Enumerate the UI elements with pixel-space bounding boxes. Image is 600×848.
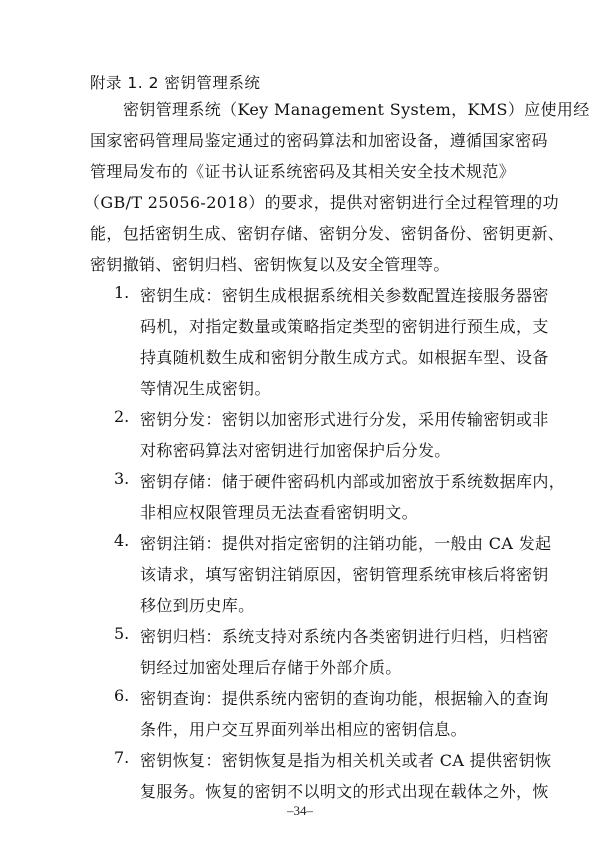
list-item-line: 密钥存储：储于硬件密码机内部或加密放于系统数据库内， xyxy=(140,472,566,491)
list-item-line: 复服务。恢复的密钥不以明文的形式出现在载体之外，恢 xyxy=(140,782,549,801)
list-item-line: 等情况生成密钥。 xyxy=(140,379,271,398)
list-item-line: 密钥注销：提供对指定密钥的注销功能，一般由 CA 发起 xyxy=(140,534,552,553)
list-item-line: 对称密码算法对密钥进行加密保护后分发。 xyxy=(140,441,451,460)
intro-line: 密钥管理系统（Key Management System，KMS）应使用经 xyxy=(123,100,590,119)
list-item-line: 非相应权限管理员无法查看密钥明文。 xyxy=(140,503,418,522)
list-item-line: 持真随机数生成和密钥分散生成方式。如根据车型、设备 xyxy=(140,348,549,367)
list-item-line: 密钥恢复：密钥恢复是指为相关机关或者 CA 提供密钥恢 xyxy=(140,751,552,770)
list-item-line: 该请求，填写密钥注销原因，密钥管理系统审核后将密钥 xyxy=(140,565,549,584)
list-item-number: 7. xyxy=(114,748,130,767)
list-item-line: 钥经过加密处理后存储于外部介质。 xyxy=(140,658,402,677)
list-item-line: 密钥分发：密钥以加密形式进行分发，采用传输密钥或非 xyxy=(140,410,549,429)
section-heading: 附录 1. 2 密钥管理系统 xyxy=(90,74,261,92)
list-item-line: 密钥查询：提供系统内密钥的查询功能，根据输入的查询 xyxy=(140,689,549,708)
list-item-line: 密钥归档：系统支持对系统内各类密钥进行归档，归档密 xyxy=(140,627,549,646)
list-item-number: 4. xyxy=(114,531,130,550)
list-item-line: 码机，对指定数量或策略指定类型的密钥进行预生成，支 xyxy=(140,317,549,336)
list-item-number: 5. xyxy=(114,624,130,643)
list-item-number: 1. xyxy=(114,283,130,302)
list-item-number: 6. xyxy=(114,686,130,705)
intro-line: 国家密码管理局鉴定通过的密码算法和加密设备，遵循国家密码 xyxy=(90,131,548,150)
intro-line: 密钥撤销、密钥归档、密钥恢复以及安全管理等。 xyxy=(90,255,450,274)
list-item-line: 条件，用户交互界面列举出相应的密钥信息。 xyxy=(140,720,468,739)
list-item-line: 密钥生成：密钥生成根据系统相关参数配置连接服务器密 xyxy=(140,286,549,305)
intro-line: 能，包括密钥生成、密钥存储、密钥分发、密钥备份、密钥更新、 xyxy=(90,224,565,243)
list-item-number: 2. xyxy=(114,407,130,426)
list-item-number: 3. xyxy=(114,469,130,488)
intro-line: 管理局发布的《证书认证系统密码及其相关安全技术规范》 xyxy=(90,162,516,181)
intro-line: （GB/T 25056-2018）的要求，提供对密钥进行全过程管理的功 xyxy=(84,193,559,212)
list-item-line: 移位到历史库。 xyxy=(140,596,255,615)
page-number: –34– xyxy=(287,803,313,818)
